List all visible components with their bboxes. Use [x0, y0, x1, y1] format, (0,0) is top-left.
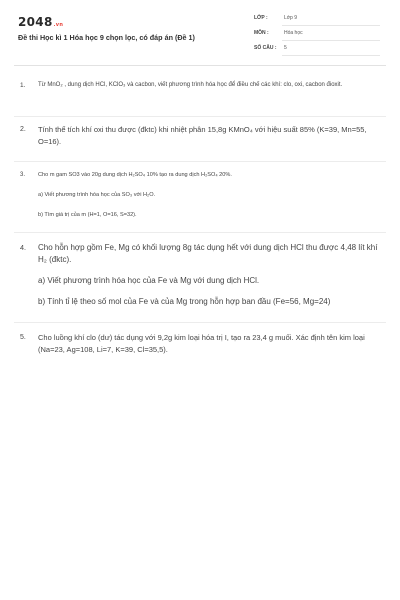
question-text: Tính thể tích khí oxi thu được (đktc) khi nhiệt phân 15,8g KMnO₄ với hiệu suất 85% (K=39, Mn=55, O=16). — [38, 125, 367, 146]
question-divider — [14, 322, 386, 323]
question-number: 5. — [20, 334, 26, 341]
logo-main: 2048 — [18, 15, 53, 29]
subject-value: Hóa học — [284, 30, 303, 36]
subject-label: MÔN : — [254, 30, 269, 36]
question-divider — [14, 232, 386, 233]
header — [0, 0, 400, 62]
question-text: Cho hỗn hợp gồm Fe, Mg có khối lượng 8g tác dụng hết với dung dịch HCl thu được 4,48 lít khí H₂ (đktc). — [38, 243, 378, 264]
document-title: Đề thi Học kì 1 Hóa học 9 chọn lọc, có đáp án (Đề 1) — [18, 33, 195, 42]
question-text: Cho luồng khí clo (dư) tác dụng với 9,2g kim loại hóa trị I, tạo ra 23,4 g muối. Xác định tên kim loại (Na=23, Ag=108, Li=7, K=39, Cl=35,5). — [38, 333, 365, 354]
count-value: 5 — [284, 45, 287, 51]
meta-question-count — [254, 45, 380, 56]
question-number: 1. — [20, 82, 26, 89]
question-4 — [20, 242, 378, 308]
meta-subject — [254, 30, 380, 41]
question-part-b: b) Tìm giá trị của m (H=1, O=16, S=32). — [38, 212, 137, 218]
site-logo[interactable] — [18, 15, 63, 29]
logo-suffix: .vn — [53, 22, 64, 28]
question-2 — [20, 124, 378, 148]
question-part-b: b) Tính tỉ lệ theo số mol của Fe và của Mg trong hỗn hợp ban đầu (Fe=56, Mg=24) — [38, 297, 331, 306]
question-divider — [14, 116, 386, 117]
header-divider — [14, 65, 386, 66]
count-label: SỐ CÂU : — [254, 45, 277, 51]
question-number: 4. — [20, 243, 26, 252]
question-text: Cho m gam SO3 vào 20g dung dịch H₂SO₄ 10% tạo ra dung dịch H₂SO₄ 20%. — [38, 172, 232, 178]
question-divider — [14, 161, 386, 162]
class-underline — [282, 25, 380, 26]
question-3 — [20, 170, 378, 220]
class-label: LỚP : — [254, 15, 268, 21]
question-part-a: a) Viết phương trình hóa học của Fe và Mg với dung dịch HCl. — [38, 276, 260, 285]
count-underline — [282, 55, 380, 56]
question-1 — [20, 80, 378, 91]
question-number: 3. — [20, 172, 26, 178]
meta-class — [254, 15, 380, 26]
subject-underline — [282, 40, 380, 41]
question-text: Từ MnO₂ , dung dịch HCl, KClO₃ và cacbon, viết phương trình hóa học để điều chế các khí: clo, oxi, cacbon đioxit. — [38, 82, 343, 88]
question-number: 2. — [20, 126, 26, 133]
question-part-a: a) Viết phương trình hóa học của SO₃ với H₂O. — [38, 192, 156, 198]
class-value: Lớp 9 — [284, 15, 298, 21]
question-5 — [20, 332, 378, 356]
